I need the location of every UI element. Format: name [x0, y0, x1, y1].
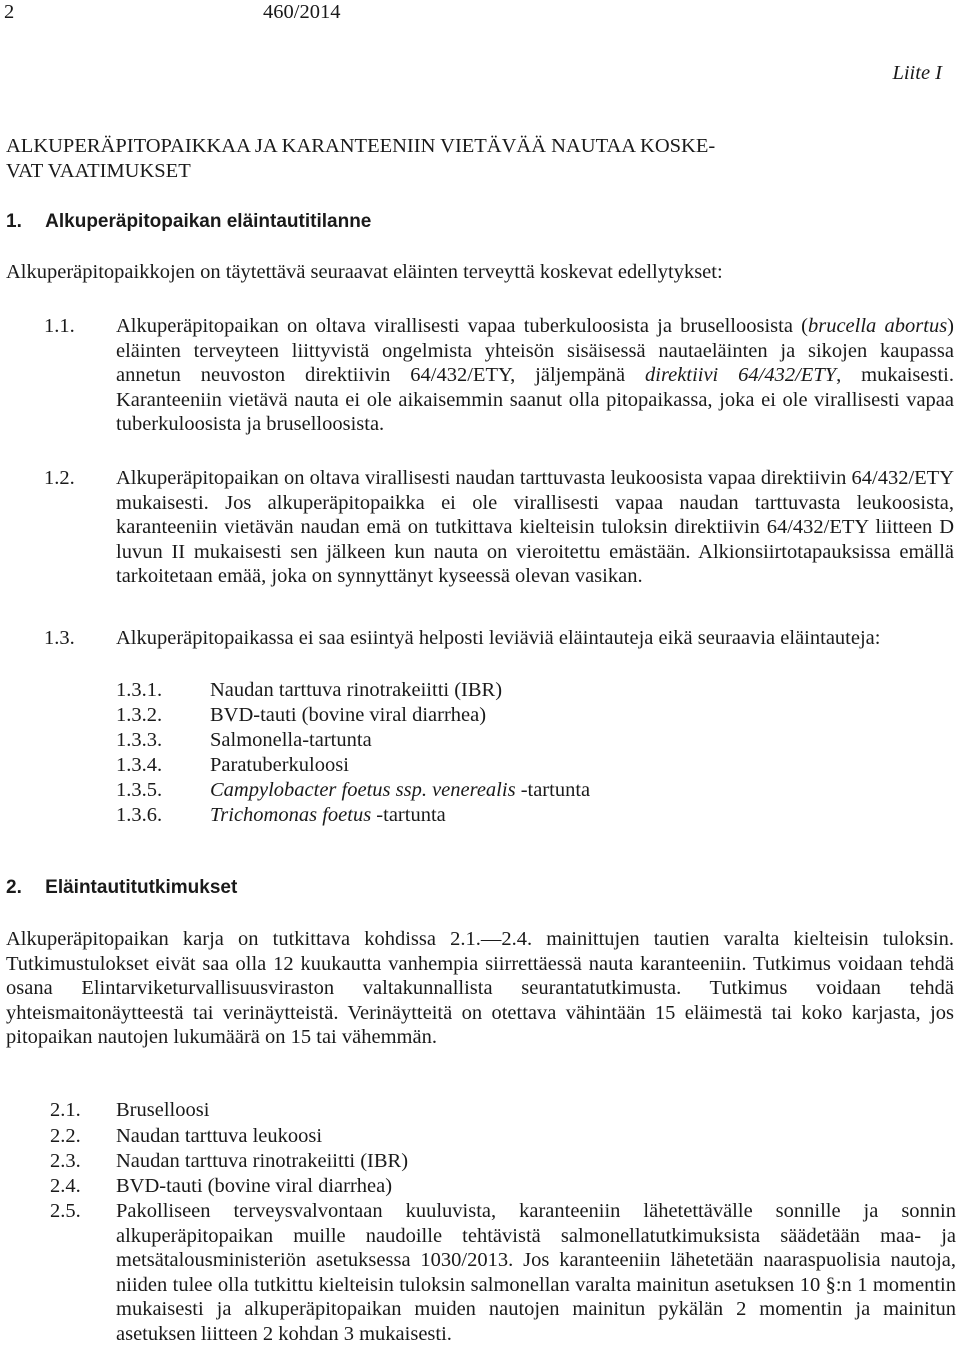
section-1-number: 1.: [6, 211, 22, 232]
subitem-suffix: -tartunta: [515, 779, 591, 801]
page-number: 2: [4, 1, 15, 23]
document-number: 460/2014: [263, 1, 341, 23]
subitem-number: 1.3.3.: [116, 729, 163, 751]
section-1-title: Alkuperäpitopaikan eläintautitilanne: [45, 211, 372, 232]
item-2-text: Naudan tarttuva leukoosi: [116, 1125, 323, 1147]
annex-label: Liite I: [892, 62, 942, 84]
item-2-number: 2.5.: [50, 1200, 81, 1222]
subitem-text: Naudan tarttuva rinotrakeiitti (IBR): [210, 679, 503, 701]
section-2-heading: [6, 876, 237, 901]
title-line-2: VAT VAATIMUKSET: [6, 159, 191, 182]
item-1-3-text: Alkuperäpitopaikassa ei saa esiintyä helposti leviäviä eläintauteja eikä seuraavia eläintauteja:: [116, 627, 881, 649]
subitem-text-wrap: [210, 778, 590, 803]
subitem-suffix: -tartunta: [371, 804, 446, 826]
title-line-1: ALKUPERÄPITOPAIKKAA JA KARANTEENIIN VIETÄVÄÄ NAUTAA KOSKE-: [6, 135, 716, 157]
subitem-text: Campylobacter foetus ssp. venerealis: [210, 779, 516, 801]
subitem-number: 1.3.5.: [116, 779, 163, 801]
item-1-1-number: 1.1.: [44, 315, 75, 337]
item-1-1-text: Alkuperäpitopaikan on oltava virallisesti vapaa tuberkuloosista ja bruselloosista (brucella abortus) eläinten terveyteen liittyvistä ongelmista yhteisön sisäisessä nautaeläinten ja sikojen kaupassa annetun neuvoston direktiivin 64/432/ETY, jäljempänä direktiivi 64/432/ETY, mukaisesti. Karanteeniin vietävä nauta ei ole aikaisemmin saanut olla pitopaikassa, joka ei ole virallisesti vapaa tuberkuloosista ja bruselloosista.: [116, 315, 954, 436]
item-1-1-end: , mukaisesti. Karanteeniin vietävä nauta ei ole aikaisemmin saanut olla pitopaikassa, joka ei ole virallisesti vapaa tuberkuloosista ja bruselloosista.: [116, 364, 954, 436]
item-1-1-italic-2: direktiivi 64/432/ETY: [645, 364, 837, 387]
document-title: [6, 134, 715, 183]
item-2-number: 2.4.: [50, 1175, 81, 1197]
item-1-1-line1: Alkuperäpitopaikan on oltava virallisesti vapaa tuberkuloosista ja bruselloosista: [116, 315, 793, 337]
item-2-number: 2.1.: [50, 1099, 81, 1121]
item-2-number: 2.2.: [50, 1125, 81, 1147]
section-1-heading: [6, 210, 371, 235]
item-1-2-number: 1.2.: [44, 467, 75, 489]
item-1-2-text: Alkuperäpitopaikan on oltava virallisesti naudan tarttuvasta leukoosista vapaa direktiivin 64/432/ETY mukaisesti. Jos alkuperäpitopaikka ei ole virallisesti vapaa naudan tarttuvasta leukoosista, karanteeniin vietävän naudan emä on tutkittava kielteisin tuloksin direktiivin 64/432/ETY liitteen D luvun II mukaisesti sen jälkeen kun nauta on vieroitettu emästään. Alkionsiirtotapauksissa emällä tarkoitetaan emää, joka on synnyttänyt kyseessä olevan vasikan.: [116, 467, 954, 588]
subitem-text: BVD-tauti (bovine viral diarrhea): [210, 704, 487, 726]
subitem-text: Paratuberkuloosi: [210, 754, 349, 776]
subitem-text-wrap: [210, 803, 446, 828]
item-2-text: Bruselloosi: [116, 1099, 210, 1121]
subitem-number: 1.3.1.: [116, 679, 163, 701]
subitem-number: 1.3.6.: [116, 804, 163, 826]
item-1-1-mid: ) eläinten terveyteen liittyvistä ongelmista yhteisön sisäisessä nautaeläinten ja sikojen kaupassa annetun neuvoston direktiivin 64/432/ETY, jäljempänä: [116, 315, 954, 387]
section-2-title: Eläintautitutkimukset: [45, 877, 238, 898]
section-1-intro: Alkuperäpitopaikkojen on täytettävä seuraavat eläinten terveyttä koskevat edellytykset:: [6, 261, 723, 283]
item-2-number: 2.3.: [50, 1150, 81, 1172]
subitem-text: Salmonella-tartunta: [210, 729, 372, 751]
item-1-1-italic-1: brucella abortus: [807, 315, 948, 337]
subitem-text: Trichomonas foetus: [210, 804, 372, 826]
item-2-text: BVD-tauti (bovine viral diarrhea): [116, 1175, 393, 1197]
subitem-number: 1.3.4.: [116, 754, 163, 776]
item-2-text: Naudan tarttuva rinotrakeiitti (IBR): [116, 1150, 409, 1172]
item-1-3-number: 1.3.: [44, 627, 75, 649]
subitem-number: 1.3.2.: [116, 704, 163, 726]
item-2-text: Pakolliseen terveysvalvontaan kuuluvista, karanteeniin lähetettävälle sonnille ja sonnin alkuperäpitopaikan muille naudoille tehtävistä salmonellatutkimuksista säädetään maa- ja metsätalousministeriön asetuksessa 1030/2013. Jos karanteeniin lähetetään naaraspuolisia nautoja, niiden tulee olla tutkittu kielteisin tuloksin salmonellan varalta mainitun asetuksen 10 §:n 1 momentin mukaisesti ja alkuperäpitopaikan muiden nautojen mainitun pykälän 2 momentin ja mainitun asetuksen liitteen 2 kohdan 3 mukaisesti.: [116, 1200, 956, 1345]
section-2-paragraph: Alkuperäpitopaikan karja on tutkittava kohdissa 2.1.—2.4. mainittujen tautien varalta kielteisin tuloksin. Tutkimustulokset eivät saa olla 12 kuukautta vanhempia siirrettäessä nauta karanteeniin. Tutkimus voidaan tehdä osana Elintarviketurvallisuusviraston valtakunnallista seurantatutkimusta. Tutkimus voidaan tehdä yhteismaitonäytteestä tai verinäytteistä. Verinäytteitä on otettava vähintään 15 eläimestä tai koko karjasta, jos pitopaikan nautojen lukumäärä on 15 tai vähemmän.: [6, 928, 954, 1049]
section-2-number: 2.: [6, 877, 22, 898]
